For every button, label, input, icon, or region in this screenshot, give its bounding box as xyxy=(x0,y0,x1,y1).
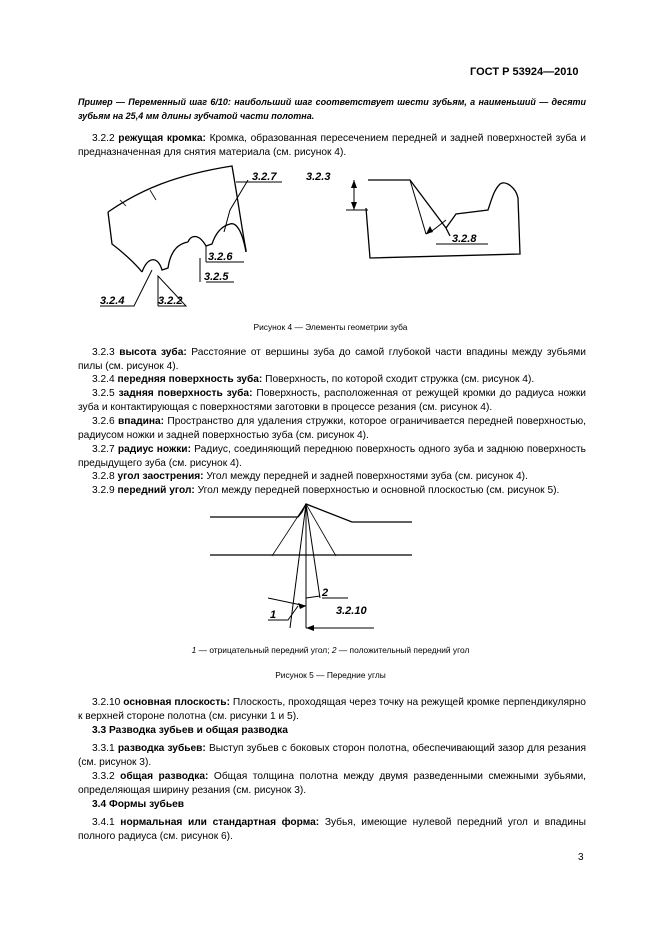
term-3-2-3: 3.2.3 высота зуба: Расстояние от вершины зуба до самой глубокой части впадины между зубьями пилы (см. рисунок 4). xyxy=(78,347,586,372)
label-3-2-8: 3.2.8 xyxy=(452,233,477,245)
label-3-2-7: 3.2.7 xyxy=(252,171,277,183)
fig5-label-2: 2 xyxy=(322,587,329,599)
figure-4-caption: Рисунок 4 — Элементы геометрии зуба xyxy=(253,322,408,332)
term-3-2-5: 3.2.5 задняя поверхность зуба: Поверхность, расположенная от режущей кромки до радиуса ножки зуба и контактирующая с поверхностями заготовки в процессе резания (см. рисунок 4). xyxy=(78,388,586,413)
term-3-2-10: 3.2.10 основная плоскость: Плоскость, проходящая через точку на режущей кромке перпендикулярно к верхней стороне полотна (см. рисунки 1 и 5). xyxy=(78,697,586,722)
term-3-2-8: 3.2.8 угол заострения: Угол между передней и задней поверхностями зуба (см. рисунок 4). xyxy=(92,471,528,482)
term-3-2-9: 3.2.9 передний угол: Угол между передней поверхностью и основной плоскостью (см. рисунок 5). xyxy=(92,485,560,496)
example-note: Пример — Переменный шаг 6/10: наибольший шаг соответствует шести зубьям, а наименьший — десяти зубьям на 25,4 мм длины зубчатой части полотна. xyxy=(78,97,586,121)
label-3-2-3: 3.2.3 xyxy=(306,171,331,183)
page-number: 3 xyxy=(578,852,584,863)
term-3-3-2: 3.3.2 общая разводка: Общая толщина полотна между двумя разведенными смежными зубьями, определяющая ширину резания (см. рисунок 3). xyxy=(78,771,586,796)
figure-5-caption: Рисунок 5 — Передние углы xyxy=(275,670,386,680)
term-3-4-1: 3.4.1 нормальная или стандартная форма: Зубья, имеющие нулевой передний угол и впадины полного радиуса (см. рисунок 6). xyxy=(78,817,586,842)
figure-5-legend: 1 — отрицательный передний угол; 2 — положительный передний угол xyxy=(191,645,470,655)
label-3-2-4: 3.2.4 xyxy=(100,295,125,307)
section-3-4-heading: 3.4 Формы зубьев xyxy=(92,799,185,810)
term-3-3-1: 3.3.1 разводка зубьев: Выступ зубьев с боковых сторон полотна, обеспечивающий зазор для резания (см. рисунок 3). xyxy=(78,743,586,768)
term-3-2-6: 3.2.6 впадина: Пространство для удаления стружки, которое ограничивается передней поверхностью, радиусом ножки и задней поверхностью зуба (см. рисунок 4). xyxy=(78,416,586,441)
label-3-2-2: 3.2.2 xyxy=(158,295,183,307)
fig5-label-3-2-10: 3.2.10 xyxy=(336,605,367,617)
term-3-2-2: 3.2.2 режущая кромка: Кромка, образованная пересечением передней и задней поверхностей зуба и предназначенная для снятия материала (см. рисунок 4). xyxy=(78,133,586,158)
fig5-label-1: 1 xyxy=(270,609,277,621)
term-3-2-4: 3.2.4 передняя поверхность зуба: Поверхность, по которой сходит стружка (см. рисунок 4). xyxy=(92,374,535,385)
label-3-2-6: 3.2.6 xyxy=(208,251,233,263)
document-header: ГОСТ Р 53924—2010 xyxy=(470,66,579,78)
section-3-3-heading: 3.3 Разводка зубьев и общая разводка xyxy=(92,725,288,736)
term-3-2-7: 3.2.7 радиус ножки: Радиус, соединяющий переднюю поверхность одного зуба и заднюю поверхность предыдущего зуба (см. рисунок 4). xyxy=(78,444,586,469)
label-3-2-5: 3.2.5 xyxy=(204,271,229,283)
